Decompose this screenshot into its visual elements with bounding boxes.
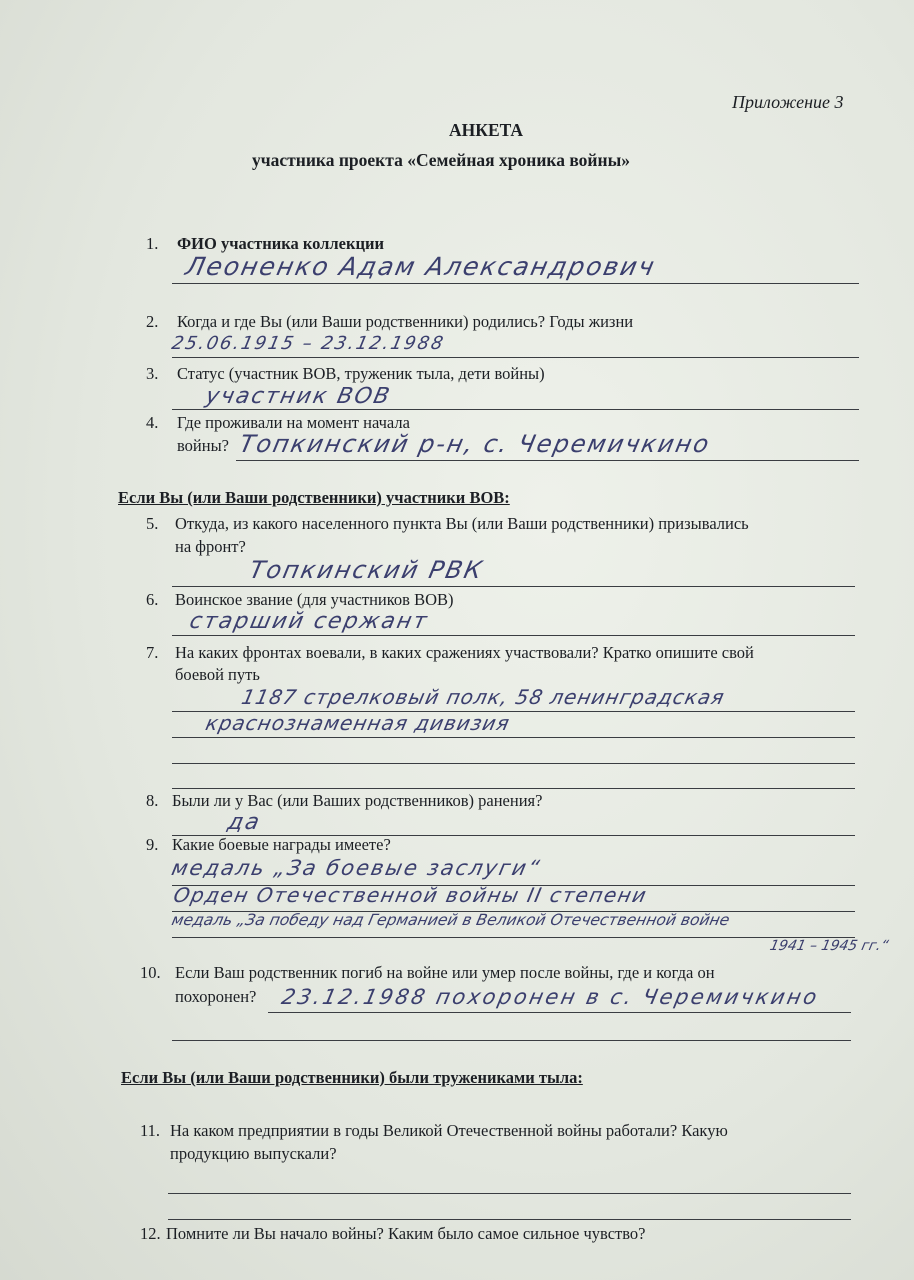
q2-answer-line xyxy=(172,357,859,358)
q5-answer-line xyxy=(172,586,855,587)
q3-label: Статус (участник ВОВ, труженик тыла, дети войны) xyxy=(177,364,545,383)
q3-answer-line xyxy=(172,409,859,410)
q9-answer-line3: медаль „За победу над Германией в Великой Отечественной войне xyxy=(170,911,732,929)
q3-number: 3. xyxy=(146,364,159,383)
q9-answer-rule3 xyxy=(172,937,855,938)
q8-answer: да xyxy=(225,810,264,835)
q3-answer: участник ВОВ xyxy=(203,384,394,409)
q5-label-line2: на фронт? xyxy=(175,537,246,556)
section-rear-heading: Если Вы (или Ваши родственники) были тружениками тыла: xyxy=(121,1068,583,1087)
q7-answer-line-rule3 xyxy=(172,763,855,764)
q4-answer: Топкинский р-н, с. Черемичкино xyxy=(237,430,714,458)
q10-answer-line xyxy=(268,1012,851,1013)
q7-label-line2: боевой путь xyxy=(175,665,260,684)
q11-number: 11. xyxy=(140,1121,161,1140)
q4-label-line1: Где проживали на момент начала xyxy=(177,413,410,432)
q6-answer-line xyxy=(172,635,855,636)
q6-answer: старший сержант xyxy=(187,609,431,634)
q9-answer-line1: медаль „За боевые заслуги“ xyxy=(169,856,544,880)
q10-label-line1: Если Ваш родственник погиб на войне или умер после войны, где и когда он xyxy=(175,963,715,982)
q6-label: Воинское звание (для участников ВОВ) xyxy=(175,590,454,609)
q1-answer-line xyxy=(172,283,859,284)
q10-label-line2: похоронен? xyxy=(175,987,257,1006)
q1-answer: Леоненко Адам Александрович xyxy=(182,252,659,281)
q11-answer-line1 xyxy=(168,1193,851,1194)
q7-answer-line-rule2 xyxy=(172,737,855,738)
q1-label: ФИО участника коллекции xyxy=(177,234,385,253)
q7-answer-line-rule4 xyxy=(172,788,855,789)
q2-number: 2. xyxy=(146,312,159,331)
q6-number: 6. xyxy=(146,590,159,609)
appendix-label: Приложение 3 xyxy=(732,92,844,112)
q10-answer-line2 xyxy=(172,1040,851,1041)
q10-answer: 23.12.1988 похоронен в с. Черемичкино xyxy=(279,985,822,1009)
form-subtitle: участника проекта «Семейная хроника войны» xyxy=(252,150,631,170)
q11-answer-line2 xyxy=(168,1219,851,1220)
q11-label-line1: На каком предприятии в годы Великой Отечественной войны работали? Какую xyxy=(170,1121,728,1140)
q7-answer-line1: 1187 стрелковый полк, 58 ленинградская xyxy=(239,685,728,709)
q5-number: 5. xyxy=(146,514,159,533)
q7-answer-line2: краснознаменная дивизия xyxy=(203,711,513,735)
q8-number: 8. xyxy=(146,791,159,810)
q2-label: Когда и где Вы (или Ваши родственники) родились? Годы жизни xyxy=(177,312,634,331)
q5-answer: Топкинский РВК xyxy=(247,556,487,584)
q12-number: 12. xyxy=(140,1224,161,1243)
q12-label: Помните ли Вы начало войны? Каким было самое сильное чувство? xyxy=(166,1224,646,1243)
q9-answer-line2: Орден Отечественной войны II степени xyxy=(171,883,650,907)
q5-label-line1: Откуда, из какого населенного пункта Вы (или Ваши родственники) призывались xyxy=(175,514,749,533)
q11-label-line2: продукцию выпускали? xyxy=(170,1144,337,1163)
q4-label-line2: войны? xyxy=(177,436,229,455)
q7-label-line1: На каких фронтах воевали, в каких сражениях участвовали? Кратко опишите свой xyxy=(175,643,754,662)
section-vov-heading: Если Вы (или Ваши родственники) участники ВОВ: xyxy=(118,488,510,507)
q4-answer-line xyxy=(236,460,859,461)
q9-label: Какие боевые награды имеете? xyxy=(172,835,391,854)
q8-label: Были ли у Вас (или Ваших родственников) ранения? xyxy=(172,791,543,810)
q9-number: 9. xyxy=(146,835,159,854)
q2-answer: 25.06.1915 – 23.12.1988 xyxy=(169,333,447,354)
q1-number: 1. xyxy=(146,234,159,253)
q10-number: 10. xyxy=(140,963,161,982)
q9-answer-line4: 1941 – 1945 гг.“ xyxy=(768,938,890,954)
form-title: АНКЕТА xyxy=(449,120,524,140)
q4-number: 4. xyxy=(146,413,159,432)
q7-number: 7. xyxy=(146,643,159,662)
